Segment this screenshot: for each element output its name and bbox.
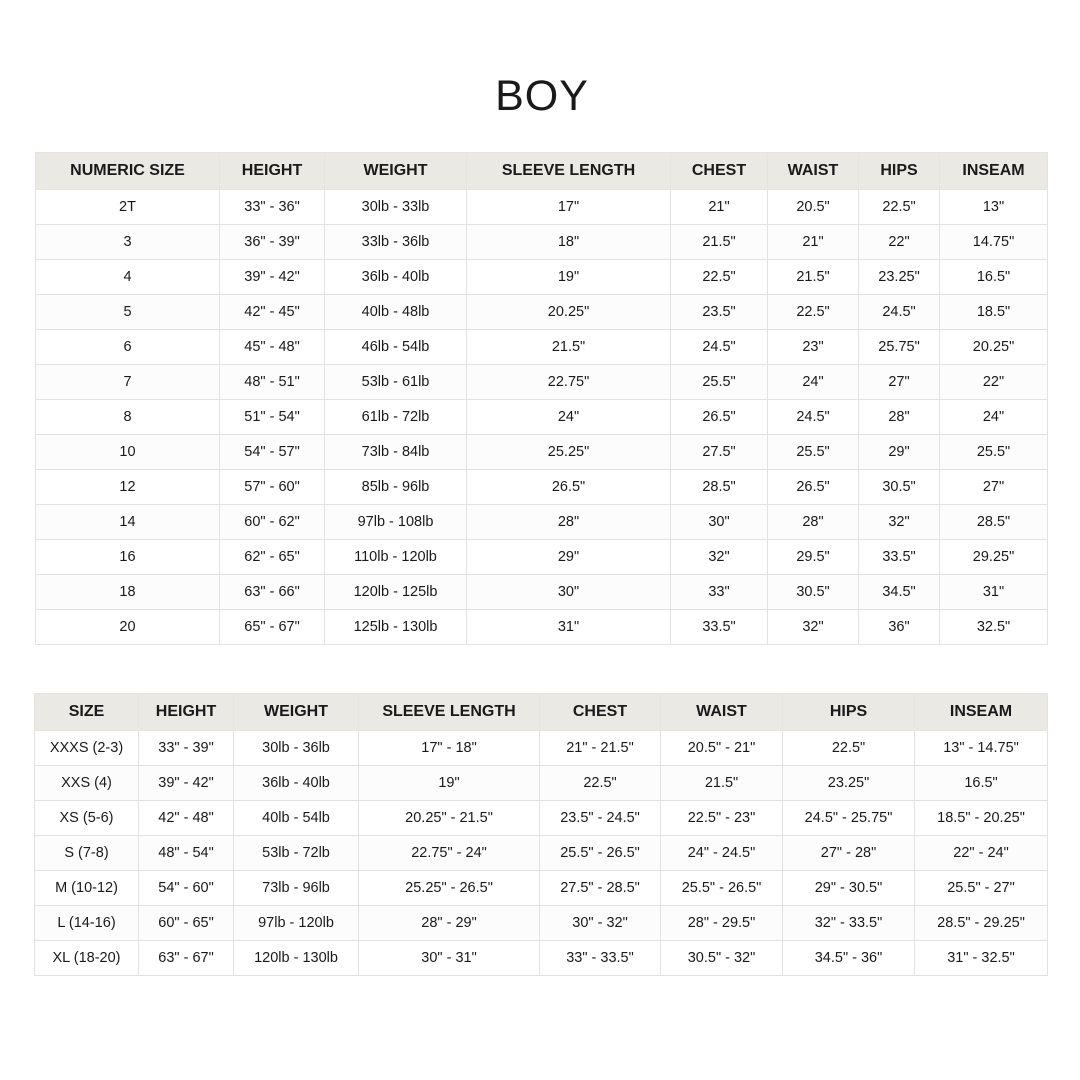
table-cell: 30lb - 33lb bbox=[325, 190, 467, 225]
table-row bbox=[35, 731, 1048, 766]
header-weight: WEIGHT bbox=[325, 153, 467, 190]
table-cell: 24.5" bbox=[859, 295, 940, 330]
table-cell: 30.5" bbox=[768, 575, 859, 610]
table-cell: 18.5" - 20.25" bbox=[915, 801, 1048, 836]
table-cell: 24" - 24.5" bbox=[661, 836, 783, 871]
table-cell: 25.5" - 27" bbox=[915, 871, 1048, 906]
table-cell: 23.5" - 24.5" bbox=[540, 801, 661, 836]
table-row bbox=[36, 470, 1048, 505]
table-cell: 20.25" - 21.5" bbox=[359, 801, 540, 836]
table-cell: 42" - 48" bbox=[139, 801, 234, 836]
table-cell: 7 bbox=[36, 365, 220, 400]
table-cell: 32" - 33.5" bbox=[783, 906, 915, 941]
table-cell: 14.75" bbox=[940, 225, 1048, 260]
table-cell: 48" - 54" bbox=[139, 836, 234, 871]
header-sleeve-length: SLEEVE LENGTH bbox=[359, 694, 540, 731]
table-cell: 16.5" bbox=[940, 260, 1048, 295]
table-cell: 33" - 36" bbox=[220, 190, 325, 225]
table-row bbox=[36, 540, 1048, 575]
table-row bbox=[36, 575, 1048, 610]
table-cell: 97lb - 120lb bbox=[234, 906, 359, 941]
table-cell: 29" bbox=[859, 435, 940, 470]
table-cell: 32.5" bbox=[940, 610, 1048, 645]
table-cell: 21" bbox=[768, 225, 859, 260]
table-cell: 32" bbox=[859, 505, 940, 540]
table-cell: XXXS (2-3) bbox=[35, 731, 139, 766]
table-cell: 120lb - 125lb bbox=[325, 575, 467, 610]
table-cell: 17" - 18" bbox=[359, 731, 540, 766]
table-cell: 53lb - 61lb bbox=[325, 365, 467, 400]
table-cell: 32" bbox=[768, 610, 859, 645]
table-cell: 28" - 29" bbox=[359, 906, 540, 941]
table-cell: 26.5" bbox=[467, 470, 671, 505]
table-cell: 31" - 32.5" bbox=[915, 941, 1048, 976]
table-cell: 54" - 57" bbox=[220, 435, 325, 470]
table-cell: 25.5" - 26.5" bbox=[661, 871, 783, 906]
table-cell: 5 bbox=[36, 295, 220, 330]
table-cell: 42" - 45" bbox=[220, 295, 325, 330]
table-cell: 28" - 29.5" bbox=[661, 906, 783, 941]
table-cell: 29.25" bbox=[940, 540, 1048, 575]
table-cell: 29.5" bbox=[768, 540, 859, 575]
header-height: HEIGHT bbox=[139, 694, 234, 731]
table-cell: 36" bbox=[859, 610, 940, 645]
table-cell: 22.75" - 24" bbox=[359, 836, 540, 871]
table-cell: 34.5" - 36" bbox=[783, 941, 915, 976]
header-waist: WAIST bbox=[661, 694, 783, 731]
table-cell: 18" bbox=[467, 225, 671, 260]
table-cell: 33lb - 36lb bbox=[325, 225, 467, 260]
table-cell: 27.5" bbox=[671, 435, 768, 470]
table-cell: 20.5" - 21" bbox=[661, 731, 783, 766]
table-cell: 33.5" bbox=[859, 540, 940, 575]
header-numeric-size: NUMERIC SIZE bbox=[36, 153, 220, 190]
header-inseam: INSEAM bbox=[940, 153, 1048, 190]
table-cell: 53lb - 72lb bbox=[234, 836, 359, 871]
table-cell: 13" bbox=[940, 190, 1048, 225]
table-row bbox=[36, 295, 1048, 330]
table-cell: 22" bbox=[859, 225, 940, 260]
header-chest: CHEST bbox=[540, 694, 661, 731]
table-row bbox=[35, 941, 1048, 976]
table-cell: 110lb - 120lb bbox=[325, 540, 467, 575]
table-cell: 14 bbox=[36, 505, 220, 540]
header-sleeve-length: SLEEVE LENGTH bbox=[467, 153, 671, 190]
header-hips: HIPS bbox=[859, 153, 940, 190]
table-cell: 16.5" bbox=[915, 766, 1048, 801]
table-cell: 33" bbox=[671, 575, 768, 610]
table-cell: 40lb - 48lb bbox=[325, 295, 467, 330]
table-cell: 28.5" bbox=[940, 505, 1048, 540]
table-cell: 22.5" - 23" bbox=[661, 801, 783, 836]
table-cell: 21.5" bbox=[467, 330, 671, 365]
table-cell: 32" bbox=[671, 540, 768, 575]
table-cell: 25.75" bbox=[859, 330, 940, 365]
table-cell: 24" bbox=[768, 365, 859, 400]
table-header-row bbox=[35, 694, 1048, 731]
table-row bbox=[36, 225, 1048, 260]
numeric-table-body bbox=[36, 190, 1048, 645]
table-cell: 23" bbox=[768, 330, 859, 365]
table-cell: 24" bbox=[467, 400, 671, 435]
table-cell: 33.5" bbox=[671, 610, 768, 645]
table-cell: 21" - 21.5" bbox=[540, 731, 661, 766]
table-cell: 26.5" bbox=[671, 400, 768, 435]
header-waist: WAIST bbox=[768, 153, 859, 190]
table-cell: 4 bbox=[36, 260, 220, 295]
table-row bbox=[35, 836, 1048, 871]
table-cell: 21" bbox=[671, 190, 768, 225]
table-cell: 22.5" bbox=[540, 766, 661, 801]
table-cell: 22" bbox=[940, 365, 1048, 400]
table-cell: 73lb - 96lb bbox=[234, 871, 359, 906]
table-cell: 25.5" - 26.5" bbox=[540, 836, 661, 871]
table-cell: 22.5" bbox=[859, 190, 940, 225]
table-cell: 2T bbox=[36, 190, 220, 225]
table-row bbox=[35, 906, 1048, 941]
table-cell: 54" - 60" bbox=[139, 871, 234, 906]
table-cell: 30lb - 36lb bbox=[234, 731, 359, 766]
table-cell: 27.5" - 28.5" bbox=[540, 871, 661, 906]
table-cell: 23.25" bbox=[859, 260, 940, 295]
table-cell: 48" - 51" bbox=[220, 365, 325, 400]
header-height: HEIGHT bbox=[220, 153, 325, 190]
table-cell: 31" bbox=[467, 610, 671, 645]
table-cell: 36lb - 40lb bbox=[325, 260, 467, 295]
table-cell: 29" bbox=[467, 540, 671, 575]
table-cell: 22.75" bbox=[467, 365, 671, 400]
table-cell: XS (5-6) bbox=[35, 801, 139, 836]
table-header-row bbox=[36, 153, 1048, 190]
table-cell: 22.5" bbox=[783, 731, 915, 766]
table-cell: 30" bbox=[671, 505, 768, 540]
table-cell: 28.5" - 29.25" bbox=[915, 906, 1048, 941]
table-cell: 61lb - 72lb bbox=[325, 400, 467, 435]
table-row bbox=[35, 801, 1048, 836]
table-cell: 31" bbox=[940, 575, 1048, 610]
table-row bbox=[36, 365, 1048, 400]
table-cell: 34.5" bbox=[859, 575, 940, 610]
table-cell: 27" bbox=[940, 470, 1048, 505]
table-cell: 28" bbox=[768, 505, 859, 540]
table-cell: M (10-12) bbox=[35, 871, 139, 906]
table-cell: L (14-16) bbox=[35, 906, 139, 941]
table-cell: 19" bbox=[467, 260, 671, 295]
table-cell: 28" bbox=[859, 400, 940, 435]
table-cell: 22" - 24" bbox=[915, 836, 1048, 871]
table-cell: 17" bbox=[467, 190, 671, 225]
header-weight: WEIGHT bbox=[234, 694, 359, 731]
table-cell: 20.5" bbox=[768, 190, 859, 225]
table-cell: 30.5" - 32" bbox=[661, 941, 783, 976]
table-cell: 25.25" - 26.5" bbox=[359, 871, 540, 906]
table-cell: 21.5" bbox=[661, 766, 783, 801]
table-cell: 28.5" bbox=[671, 470, 768, 505]
table-cell: 23.5" bbox=[671, 295, 768, 330]
table-cell: 24.5" bbox=[671, 330, 768, 365]
table-cell: 45" - 48" bbox=[220, 330, 325, 365]
table-cell: 23.25" bbox=[783, 766, 915, 801]
table-cell: 125lb - 130lb bbox=[325, 610, 467, 645]
table-cell: 27" - 28" bbox=[783, 836, 915, 871]
table-cell: 65" - 67" bbox=[220, 610, 325, 645]
table-cell: 20.25" bbox=[940, 330, 1048, 365]
table-cell: 85lb - 96lb bbox=[325, 470, 467, 505]
table-cell: 18 bbox=[36, 575, 220, 610]
table-cell: 63" - 67" bbox=[139, 941, 234, 976]
table-cell: 10 bbox=[36, 435, 220, 470]
table-cell: 60" - 65" bbox=[139, 906, 234, 941]
table-cell: 8 bbox=[36, 400, 220, 435]
table-cell: 30" - 32" bbox=[540, 906, 661, 941]
table-cell: 30.5" bbox=[859, 470, 940, 505]
table-cell: 24" bbox=[940, 400, 1048, 435]
table-cell: 97lb - 108lb bbox=[325, 505, 467, 540]
table-cell: 60" - 62" bbox=[220, 505, 325, 540]
table-cell: 62" - 65" bbox=[220, 540, 325, 575]
table-row bbox=[35, 871, 1048, 906]
table-cell: 40lb - 54lb bbox=[234, 801, 359, 836]
table-cell: 22.5" bbox=[768, 295, 859, 330]
table-cell: 12 bbox=[36, 470, 220, 505]
table-cell: 24.5" bbox=[768, 400, 859, 435]
table-cell: 30" bbox=[467, 575, 671, 610]
table-cell: 29" - 30.5" bbox=[783, 871, 915, 906]
table-cell: 120lb - 130lb bbox=[234, 941, 359, 976]
table-row bbox=[36, 505, 1048, 540]
table-cell: 24.5" - 25.75" bbox=[783, 801, 915, 836]
header-inseam: INSEAM bbox=[915, 694, 1048, 731]
table-cell: 20 bbox=[36, 610, 220, 645]
table-row bbox=[36, 190, 1048, 225]
table-cell: 25.25" bbox=[467, 435, 671, 470]
header-size: SIZE bbox=[35, 694, 139, 731]
table-row bbox=[35, 766, 1048, 801]
table-cell: 73lb - 84lb bbox=[325, 435, 467, 470]
header-chest: CHEST bbox=[671, 153, 768, 190]
table-cell: 19" bbox=[359, 766, 540, 801]
table-cell: 22.5" bbox=[671, 260, 768, 295]
table-cell: 13" - 14.75" bbox=[915, 731, 1048, 766]
letter-size-table bbox=[34, 693, 1048, 976]
table-cell: 30" - 31" bbox=[359, 941, 540, 976]
table-row bbox=[36, 260, 1048, 295]
table-cell: 25.5" bbox=[768, 435, 859, 470]
table-cell: XXS (4) bbox=[35, 766, 139, 801]
table-cell: 36" - 39" bbox=[220, 225, 325, 260]
table-cell: 6 bbox=[36, 330, 220, 365]
table-row bbox=[36, 435, 1048, 470]
table-cell: 26.5" bbox=[768, 470, 859, 505]
table-cell: 57" - 60" bbox=[220, 470, 325, 505]
table-row bbox=[36, 400, 1048, 435]
numeric-size-table bbox=[35, 152, 1048, 645]
table-cell: 33" - 33.5" bbox=[540, 941, 661, 976]
table-cell: 33" - 39" bbox=[139, 731, 234, 766]
letter-table-body bbox=[35, 731, 1048, 976]
table-cell: 18.5" bbox=[940, 295, 1048, 330]
table-cell: 28" bbox=[467, 505, 671, 540]
table-cell: 39" - 42" bbox=[139, 766, 234, 801]
table-row bbox=[36, 330, 1048, 365]
table-cell: 46lb - 54lb bbox=[325, 330, 467, 365]
table-cell: 63" - 66" bbox=[220, 575, 325, 610]
page-title: BOY bbox=[495, 72, 589, 120]
table-cell: S (7-8) bbox=[35, 836, 139, 871]
table-cell: 25.5" bbox=[671, 365, 768, 400]
table-cell: 21.5" bbox=[671, 225, 768, 260]
table-cell: 39" - 42" bbox=[220, 260, 325, 295]
table-cell: 21.5" bbox=[768, 260, 859, 295]
table-cell: 36lb - 40lb bbox=[234, 766, 359, 801]
header-hips: HIPS bbox=[783, 694, 915, 731]
table-cell: 16 bbox=[36, 540, 220, 575]
table-cell: 27" bbox=[859, 365, 940, 400]
table-row bbox=[36, 610, 1048, 645]
table-cell: 20.25" bbox=[467, 295, 671, 330]
table-cell: 3 bbox=[36, 225, 220, 260]
table-cell: 51" - 54" bbox=[220, 400, 325, 435]
table-cell: 25.5" bbox=[940, 435, 1048, 470]
table-cell: XL (18-20) bbox=[35, 941, 139, 976]
